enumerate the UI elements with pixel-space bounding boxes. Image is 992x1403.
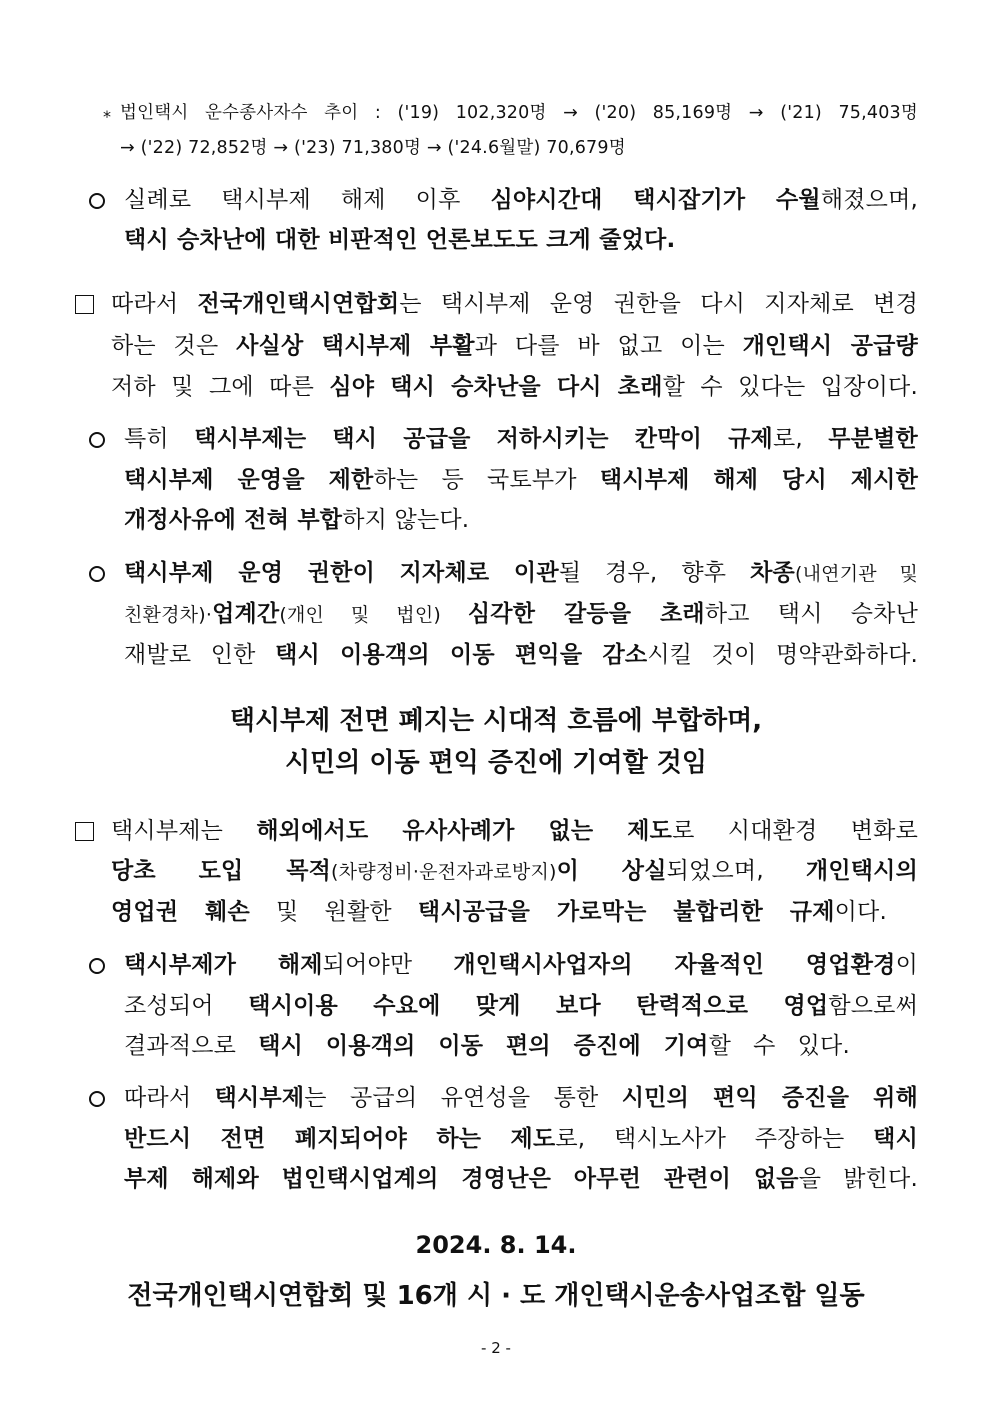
emphasis-text: 택시부제 운영을 제한 — [124, 467, 374, 493]
paragraph-7-line-3 — [124, 1163, 918, 1195]
paragraph-3-line-2 — [124, 464, 918, 496]
paragraph-5-line-1 — [111, 815, 918, 847]
body-text: 될 경우, 향후 — [558, 560, 751, 586]
paragraph-7-line-1 — [124, 1082, 918, 1114]
body-text: 저하 및 그에 따른 — [111, 374, 330, 400]
body-text: 하는 것은 — [111, 333, 237, 359]
emphasis-text: 택시부제는 택시 공급을 저하시키는 칸막이 규제 — [194, 426, 773, 452]
paragraph-5-line-2 — [111, 855, 918, 888]
emphasis-text: 택시부제가 해제 — [124, 952, 323, 978]
issuer-signature: 전국개인택시연합회 및 16개 시 · 도 개인택시운송사업조합 일동 — [127, 1281, 865, 1311]
emphasis-text: 심야 택시 승차난을 다시 초래 — [329, 374, 663, 400]
body-text: 함으로써 — [828, 993, 918, 1019]
body-text: 특히 — [124, 426, 195, 452]
emphasis-text: 택시부제 — [214, 1085, 305, 1111]
body-text: 되었으며, — [666, 858, 806, 884]
emphasis-text: 택시공급을 가로막는 불합리한 규제 — [417, 899, 835, 925]
body-text: 하고 택시 승차난 — [704, 601, 918, 627]
emphasis-text: 개인택시의 — [805, 858, 918, 884]
emphasis-text: 심야시간대 택시잡기가 수월 — [490, 187, 821, 213]
emphasis-text: 해외에서도 유사사례가 없는 제도 — [256, 818, 673, 844]
emphasis-text: 택시부제 해제 당시 제시한 — [599, 467, 918, 493]
body-text: 따라서 — [124, 1085, 215, 1111]
body-text: 로, — [772, 426, 829, 452]
body-text: 해졌으며, — [820, 187, 918, 213]
paragraph-3-line-3 — [124, 504, 469, 536]
circle-bullet-icon — [89, 958, 105, 974]
emphasis-text: 당초 도입 목적 — [111, 858, 332, 884]
body-text: 는 택시부제 운영 권한을 다시 지자체로 변경 — [399, 291, 919, 317]
emphasis-text: 반드시 전면 폐지되어야 하는 제도 — [124, 1126, 556, 1152]
body-text: 이다. — [834, 899, 887, 925]
document-date: 2024. 8. 14. — [415, 1231, 577, 1259]
circle-bullet-icon — [89, 1091, 105, 1107]
emphasis-text: 심각한 갈등을 초래 — [467, 601, 705, 627]
emphasis-text: 업계간 — [212, 601, 280, 627]
note-asterisk: * — [103, 107, 111, 126]
paragraph-7-line-2 — [124, 1123, 918, 1155]
body-text: 재발로 인한 — [124, 642, 276, 668]
body-text: 할 수 있다. — [708, 1033, 850, 1059]
body-text: (내연기관 및 — [794, 563, 919, 585]
paragraph-1-line-1 — [124, 184, 918, 216]
note-line-1: 법인택시 운수종사자수 추이 : ('19) 102,320명 → ('20) 85,169명 → ('21) 75,403명 — [120, 103, 918, 123]
body-text: 결과적으로 — [124, 1033, 259, 1059]
body-text: 로, 택시노사가 주장하는 — [555, 1126, 874, 1152]
body-text: 및 원활한 — [249, 899, 418, 925]
body-text: 할 수 있다는 입장이다. — [662, 374, 918, 400]
body-text: 과 다를 바 없고 이는 — [474, 333, 743, 359]
emphasis-text: 부제 해제와 법인택시업계의 경영난은 아무런 관련이 없음 — [124, 1166, 799, 1192]
circle-bullet-icon — [89, 432, 105, 448]
emphasis-text: 개정사유에 전혀 부합 — [124, 507, 343, 533]
emphasis-text: 전국개인택시연합회 — [197, 291, 400, 317]
page-number: - 2 - — [481, 1339, 511, 1357]
paragraph-2-line-3 — [111, 371, 918, 403]
emphasis-text: 차종 — [750, 560, 795, 586]
circle-bullet-icon — [89, 193, 105, 209]
body-text: 되어야만 — [322, 952, 454, 978]
paragraph-6-line-2 — [124, 990, 918, 1022]
paragraph-2-line-2 — [111, 330, 918, 362]
emphasis-text: 택시부제 운영 권한이 지자체로 이관 — [124, 560, 559, 586]
body-text: 친환경차)· — [124, 604, 213, 626]
section-heading-line-1: 택시부제 전면 폐지는 시대적 흐름에 부합하며, — [229, 706, 763, 736]
paragraph-4-line-1 — [124, 557, 918, 590]
body-text: 택시부제는 — [111, 818, 257, 844]
emphasis-text: 영업권 훼손 — [111, 899, 250, 925]
body-text: 는 공급의 유연성을 통한 — [304, 1085, 622, 1111]
circle-bullet-icon — [89, 566, 105, 582]
body-text: 조성되어 — [124, 993, 249, 1019]
emphasis-text: 택시 이용객의 이동 편익을 감소 — [275, 642, 648, 668]
body-text: 하지 않는다. — [342, 507, 470, 533]
emphasis-text: 시민의 편익 증진을 위해 — [621, 1085, 918, 1111]
paragraph-6-line-1 — [124, 949, 918, 981]
body-text: 로 시대환경 변화로 — [672, 818, 918, 844]
body-text: 시킬 것이 명약관화하다. — [647, 642, 918, 668]
note-line-2: → ('22) 72,852명 → ('23) 71,380명 → ('24.6월말) 70,679명 — [120, 138, 626, 158]
paragraph-5-line-3 — [111, 896, 887, 928]
emphasis-text: 택시 승차난에 대한 비판적인 언론보도도 크게 줄었다. — [124, 227, 676, 253]
body-text: (차량정비·운전자과로방지) — [331, 861, 557, 883]
emphasis-text: 이 상실 — [556, 858, 667, 884]
emphasis-text: 사실상 택시부제 부활 — [236, 333, 475, 359]
emphasis-text: 택시 이용객의 이동 편의 증진에 기여 — [258, 1033, 709, 1059]
body-text: 하는 등 국토부가 — [373, 467, 600, 493]
emphasis-text: 택시이용 수요에 맞게 보다 탄력적으로 영업 — [248, 993, 829, 1019]
emphasis-text: 개인택시사업자의 자율적인 영업환경 — [453, 952, 896, 978]
emphasis-text: 개인택시 공급량 — [742, 333, 918, 359]
body-text: 을 밝힌다. — [798, 1166, 918, 1192]
paragraph-4-line-2 — [124, 598, 918, 631]
paragraph-2-line-1 — [111, 288, 918, 320]
section-heading-line-2: 시민의 이동 편익 증진에 기여할 것임 — [285, 748, 707, 778]
paragraph-4-line-3 — [124, 639, 918, 671]
square-bullet-icon — [75, 822, 94, 841]
body-text: (개인 및 법인) — [279, 604, 468, 626]
body-text: 따라서 — [111, 291, 198, 317]
body-text: 실례로 택시부제 해제 이후 — [124, 187, 491, 213]
paragraph-1-line-2 — [124, 224, 675, 256]
emphasis-text: 무분별한 — [828, 426, 918, 452]
body-text: 이 — [895, 952, 918, 978]
emphasis-text: 택시 — [873, 1126, 918, 1152]
square-bullet-icon — [75, 295, 94, 314]
paragraph-3-line-1 — [124, 423, 918, 455]
paragraph-6-line-3 — [124, 1030, 850, 1062]
